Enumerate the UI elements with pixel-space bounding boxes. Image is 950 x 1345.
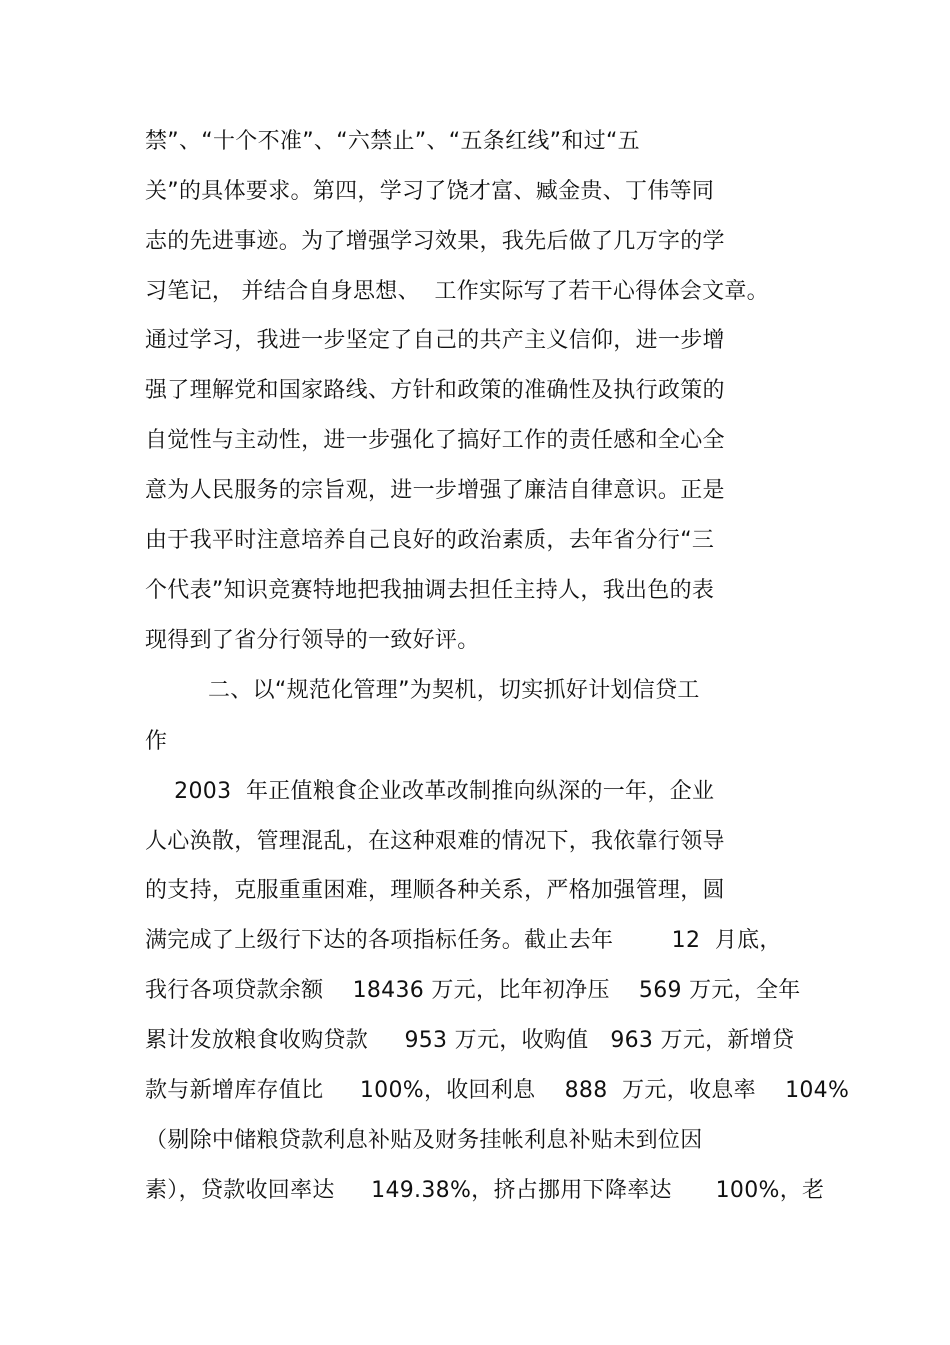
paragraph-line: 由于我平时注意培养自己良好的政治素质，去年省分行“三: [145, 528, 715, 553]
paragraph-line: 现得到了省分行领导的一致好评。: [145, 628, 480, 653]
section-heading: 二、以“规范化管理”为契机，切实抓好计划信贷工: [208, 678, 700, 703]
paragraph-line: 人心涣散，管理混乱，在这种艰难的情况下，我依靠行领导: [145, 829, 725, 854]
paragraph-line: 强了理解党和国家路线、方针和政策的准确性及执行政策的: [145, 378, 725, 403]
paragraph-line: 习笔记， 并结合自身思想、 工作实际写了若干心得体会文章。: [145, 279, 769, 304]
paragraph-line: 个代表”知识竞赛特地把我抽调去担任主持人，我出色的表: [145, 578, 715, 603]
paragraph-line: 款与新增库存值比 100%，收回利息 888 万元，收息率 104%: [145, 1078, 850, 1103]
section-heading-continuation: 作: [145, 729, 168, 754]
paragraph-line: 2003 年正值粮食企业改革改制推向纵深的一年，企业: [145, 779, 715, 804]
paragraph-line: 累计发放粮食收购贷款 953 万元，收购值 963 万元，新增贷: [145, 1028, 795, 1053]
paragraph-line: 满完成了上级行下达的各项指标任务。截止去年 12 月底，: [145, 928, 782, 953]
paragraph-line: 禁”、“十个不准”、“六禁止”、“五条红线”和过“五: [145, 129, 640, 154]
paragraph-line: 通过学习，我进一步坚定了自己的共产主义信仰，进一步增: [145, 328, 725, 353]
paragraph-line: （剔除中储粮贷款利息补贴及财务挂帐利息补贴未到位因: [145, 1128, 703, 1153]
paragraph-line: 志的先进事迹。为了增强学习效果，我先后做了几万字的学: [145, 229, 725, 254]
paragraph-line: 的支持，克服重重困难，理顺各种关系，严格加强管理，圆: [145, 878, 725, 903]
paragraph-line: 我行各项贷款余额 18436 万元，比年初净压 569 万元，全年: [145, 978, 801, 1003]
paragraph-line: 意为人民服务的宗旨观，进一步增强了廉洁自律意识。正是: [145, 478, 725, 503]
paragraph-line: 素），贷款收回率达 149.38%，挤占挪用下降率达 100%，老: [145, 1178, 825, 1203]
paragraph-line: 关”的具体要求。第四，学习了饶才富、臧金贵、丁伟等同: [145, 179, 715, 204]
paragraph-line: 自觉性与主动性，进一步强化了搞好工作的责任感和全心全: [145, 428, 725, 453]
